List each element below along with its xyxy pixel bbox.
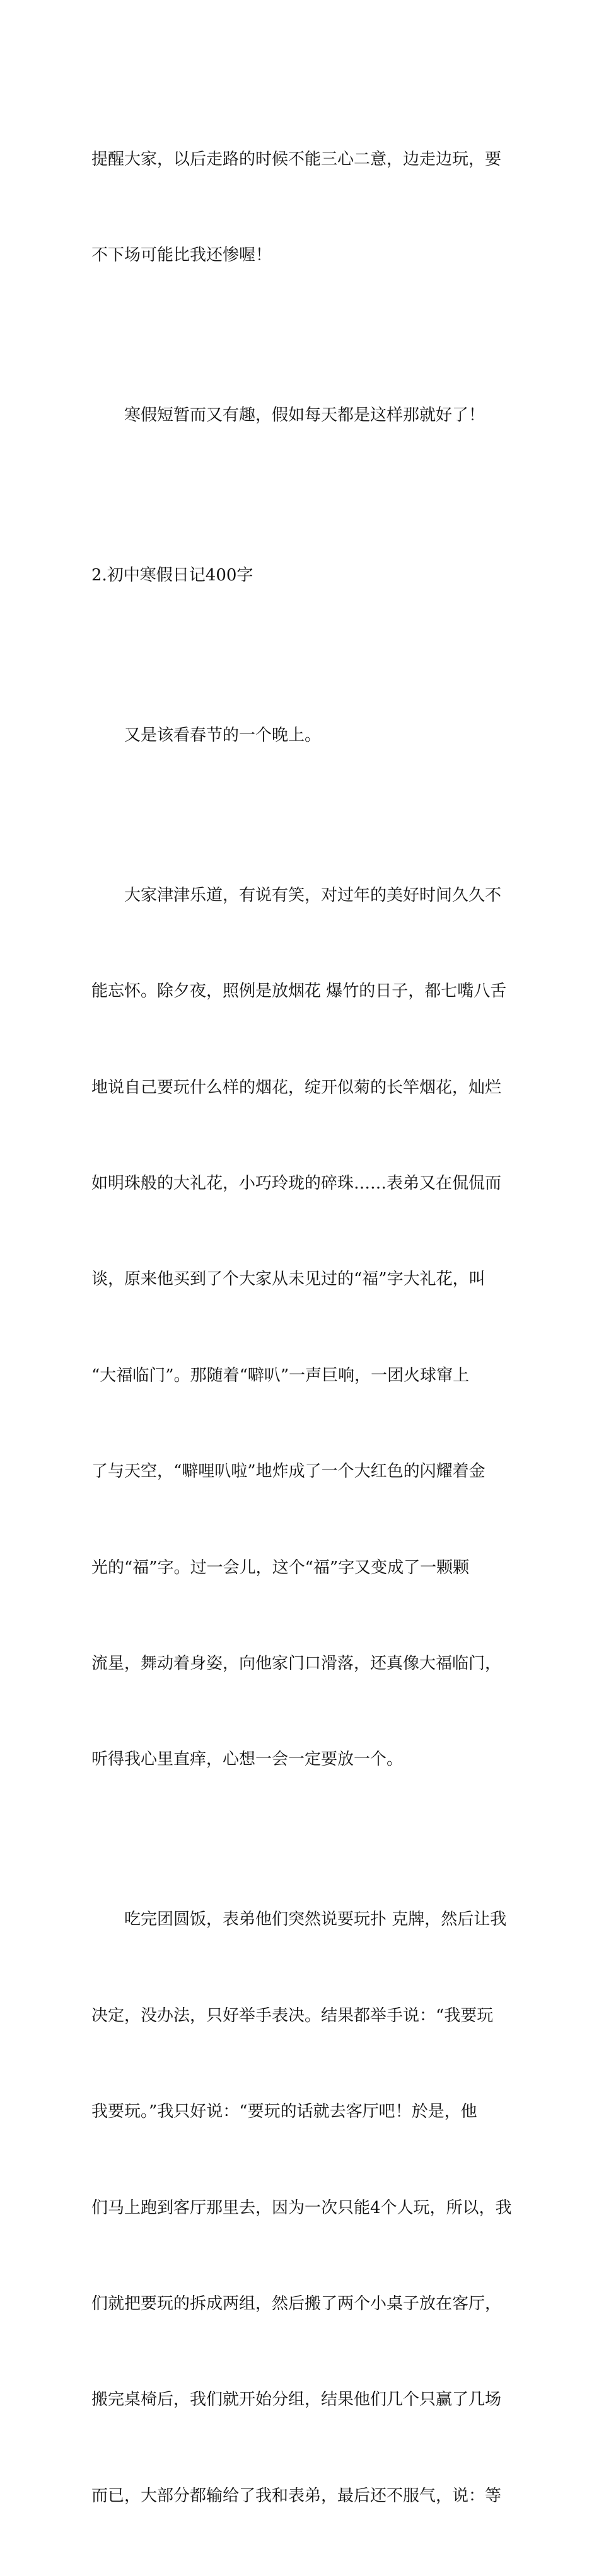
document-body [91,79,512,2576]
text-line: 们就把要玩的拆成两组，然后搬了两个小桌子放在客厅， [91,2294,502,2313]
text-line: 搬完桌椅后，我们就开始分组，结果他们几个只赢了几场 [91,2390,502,2410]
heading-line: 2.初中寒假日记400字 [91,565,253,585]
text-line: 不下场可能比我还惨喔！ [91,245,272,265]
section-heading [91,495,509,655]
text-line: 了与天空，“噼哩叭啦”地炸成了一个大红色的闪耀着金 [91,1462,486,1481]
text-line: 流星，舞动着身姿，向他家门口滑落，还真像大福临门， [91,1654,502,1674]
text-line: 光的“福”字。过一会儿，这个“福”字又变成了一颗颗 [91,1558,470,1577]
text-line: “大福临门”。那随着“噼叭”一声巨响，一团火球窜上 [91,1366,470,1385]
paragraph-cards [91,1840,512,2576]
paragraph-intro [91,655,509,815]
text-line: 又是该看春节的一个晚上。 [91,725,322,745]
text-line: 而已，大部分都输给了我和表弟，最后还不服气，说：等 [91,2486,502,2505]
paragraph-fireworks [91,815,509,1840]
text-line: 我要玩。”我只好说：“要玩的话就去客厅吧！於是，他 [91,2102,477,2122]
text-line: 听得我心里直痒，心想一会一定要放一个。 [91,1750,404,1769]
text-line: 提醒大家，以后走路的时候不能三心二意，边走边玩，要 [91,149,502,169]
text-line: 寒假短暂而又有趣，假如每天都是这样那就好了！ [91,405,486,425]
text-line: 决定，没办法，只好举手表决。结果都举手说：“我要玩 [91,2006,494,2025]
text-line: 地说自己要玩什么样的烟花，绽开似菊的长竿烟花，灿烂 [91,1078,502,1097]
text-line: 们马上跑到客厅那里去，因为一次只能4个人玩，所以，我 [91,2198,512,2217]
paragraph-end-of-previous-entry [91,79,509,335]
text-line: 能忘怀。除夕夜，照例是放烟花 爆竹的日子，都七嘴八舌 [91,982,507,1001]
text-line: 吃完团圆饭，表弟他们突然说要玩扑 克牌，然后让我 [91,1910,507,1929]
text-line: 谈，原来他买到了个大家从未见过的“福”字大礼花，叫 [91,1270,486,1289]
text-line: 大家津津乐道，有说有笑，对过年的美好时间久久不 [91,885,502,905]
paragraph-closing [91,335,509,495]
text-line: 如明珠般的大礼花，小巧玲珑的碎珠……表弟又在侃侃而 [91,1174,502,1193]
